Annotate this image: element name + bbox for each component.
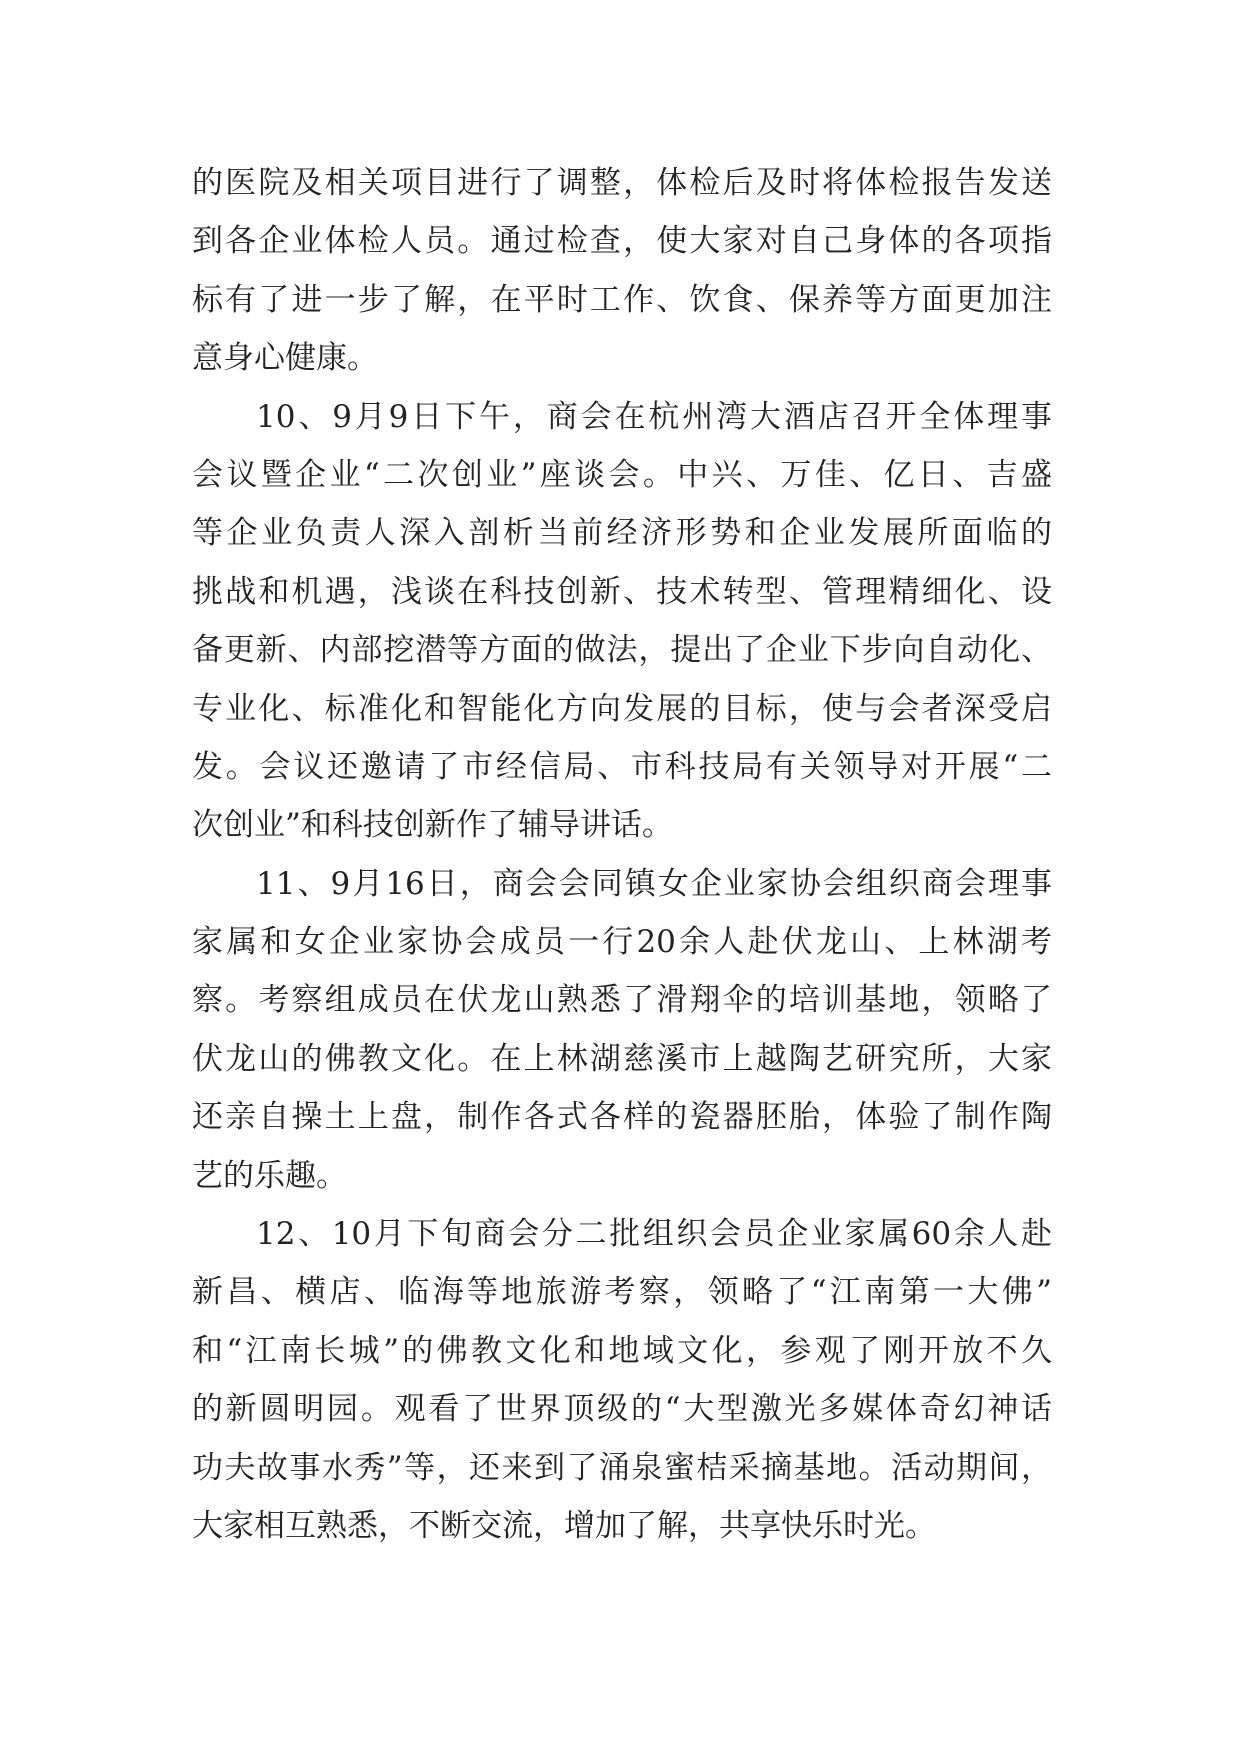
text-line: 察。考察组成员在伏龙山熟悉了滑翔伞的培训基地，领略了 (192, 982, 1052, 1019)
text-line: 新昌、横店、临海等地旅游考察，领略了“江南第一大佛” (192, 1274, 1052, 1311)
text-line: 发。会议还邀请了市经信局、市科技局有关领导对开展“二 (192, 748, 1052, 785)
text-line: 11、9月16日，商会会同镇女企业家协会组织商会理事 (256, 865, 1052, 902)
text-line: 意身心健康。 (192, 340, 378, 377)
text-line: 标有了进一步了解，在平时工作、饮食、保养等方面更加注 (192, 281, 1052, 318)
paragraph-item-10 (192, 388, 1052, 855)
text-line: 功夫故事水秀”等，还来到了涌泉蜜桔采摘基地。活动期间， (192, 1449, 1052, 1486)
text-line: 和“江南长城”的佛教文化和地域文化，参观了刚开放不久 (192, 1332, 1052, 1369)
text-line: 伏龙山的佛教文化。在上林湖慈溪市上越陶艺研究所，大家 (192, 1040, 1052, 1077)
text-line: 备更新、内部挖潜等方面的做法，提出了企业下步向自动化、 (192, 632, 1052, 669)
text-line: 的新圆明园。观看了世界顶级的“大型激光多媒体奇幻神话 (192, 1391, 1052, 1428)
text-line: 挑战和机遇，浅谈在科技创新、技术转型、管理精细化、设 (192, 573, 1052, 610)
text-line: 10、9月9日下午，商会在杭州湾大酒店召开全体理事 (256, 398, 1052, 435)
text-line: 12、10月下旬商会分二批组织会员企业家属60余人赴 (256, 1216, 1052, 1253)
text-line: 次创业”和科技创新作了辅导讲话。 (192, 807, 673, 844)
paragraph-item-11 (192, 855, 1052, 1205)
text-line: 大家相互熟悉，不断交流，增加了解，共享快乐时光。 (192, 1507, 936, 1544)
text-line: 到各企业体检人员。通过检查，使大家对自己身体的各项指 (192, 223, 1052, 260)
text-line: 会议暨企业“二次创业”座谈会。中兴、万佳、亿日、吉盛 (192, 456, 1052, 493)
paragraph-item-12 (192, 1205, 1052, 1555)
text-line: 等企业负责人深入剖析当前经济形势和企业发展所面临的 (192, 515, 1052, 552)
text-line: 的医院及相关项目进行了调整，体检后及时将体检报告发送 (192, 165, 1052, 201)
text-line: 还亲自操土上盘，制作各式各样的瓷器胚胎，体验了制作陶 (192, 1099, 1052, 1136)
text-line: 家属和女企业家协会成员一行20余人赴伏龙山、上林湖考 (192, 924, 1052, 961)
text-line: 专业化、标准化和智能化方向发展的目标，使与会者深受启 (192, 690, 1052, 727)
document-body (192, 154, 1052, 1555)
text-line: 艺的乐趣。 (192, 1157, 347, 1194)
paragraph-medical-checkup (192, 154, 1052, 388)
